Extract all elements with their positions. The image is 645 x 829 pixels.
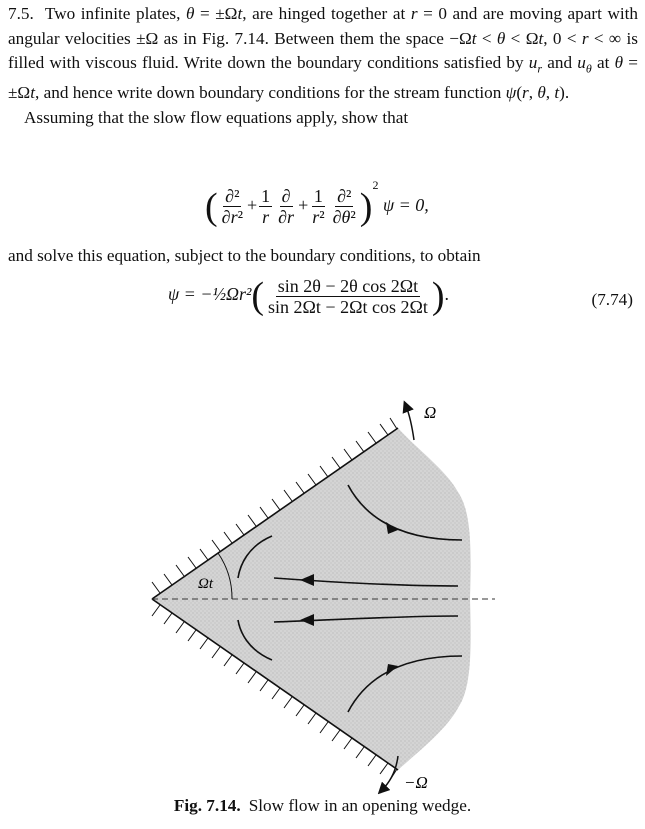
biharmonic-equation: ( $\frac{\text{∂²}}{\text{∂r²}}$ + $\frac{1}{r}$ $\frac{\partial}{\partial r}$ + $\frac{1}{\text{r²}}$ $\frac{\text{∂²}}{\text{∂θ²}}$ )$^2$ ψ = 0, bbox=[205, 178, 429, 228]
equation1-rhs: ψ = 0, bbox=[382, 195, 429, 215]
problem-number: 7.5. bbox=[8, 4, 34, 23]
angle-label: Ωt bbox=[198, 576, 214, 592]
problem-solve-text: and solve this equation, subject to the boundary conditions, to obtain bbox=[8, 246, 481, 265]
equation-label: (7.74) bbox=[591, 290, 633, 309]
problem-assumption: Assuming that the slow flow equations apply, show that bbox=[24, 107, 409, 127]
problem-text: 7.5. Two infinite plates, θ = ±Ωt, are hinged together at r = 0 and are moving apart with angular velocities ±Ω as in Fig. 7.14. Between them the space −Ωt < θ < Ωt, 0 < r < ∞ is filled with viscous fluid. Write down the boundary conditions satisfied by $u_r$ and $u_\theta$ at θ = ±Ωt, and hence write down boundary conditions for the stream function ψ(r, θ, t). Assuming that the slow flow equations apply, show that bbox=[8, 2, 638, 130]
stream-function-equation: ψ = −½Ωr²( $\frac{\text{sin 2θ − 2θ cos 2Ωt}}{\text{sin 2Ωt − 2Ωt cos 2Ωt}}$ ). bbox=[168, 275, 449, 317]
figure-caption bbox=[0, 796, 645, 816]
equation2-numerator: sin 2θ − 2θ cos 2Ωt bbox=[277, 275, 419, 296]
omega-bottom-label: −Ω bbox=[404, 773, 428, 792]
equation2-denominator: sin 2Ωt − 2Ωt cos 2Ωt bbox=[268, 296, 428, 317]
wedge-flow-figure bbox=[0, 360, 645, 800]
caption-text: Slow flow in an opening wedge. bbox=[248, 796, 472, 815]
omega-top-label: Ω bbox=[424, 403, 437, 422]
equation2-lhs: ψ = −½Ωr² bbox=[168, 284, 252, 305]
rotation-arrow-top bbox=[406, 406, 414, 440]
caption-number: Fig. 7.14. bbox=[173, 796, 241, 815]
